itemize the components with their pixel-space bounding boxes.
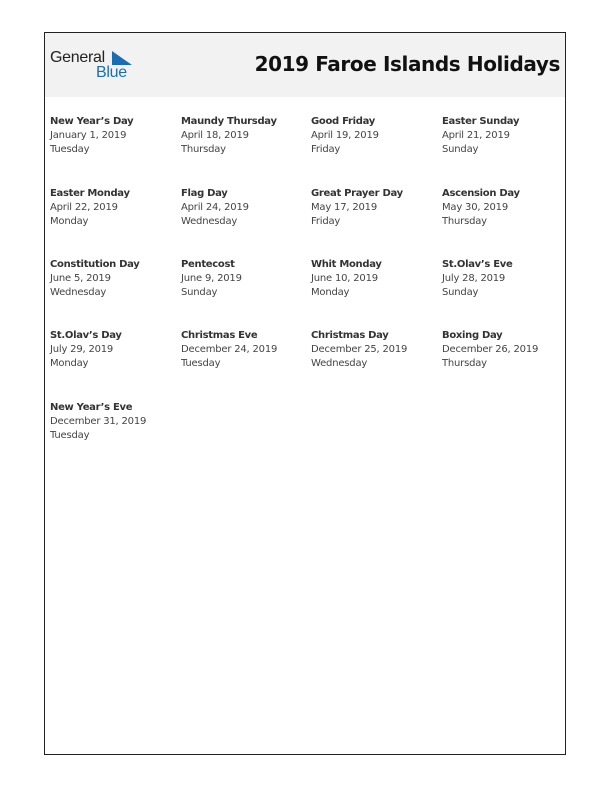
holiday-name: St.Olav’s Eve bbox=[442, 259, 513, 270]
generalblue-logo[interactable] bbox=[50, 49, 140, 83]
holiday-date: April 18, 2019 bbox=[181, 130, 249, 141]
holiday-item bbox=[442, 258, 570, 300]
holiday-item bbox=[50, 329, 178, 371]
holiday-date: June 5, 2019 bbox=[50, 273, 111, 284]
holiday-date: January 1, 2019 bbox=[50, 130, 127, 141]
holiday-name: Constitution Day bbox=[50, 259, 140, 270]
holiday-weekday: Tuesday bbox=[50, 144, 90, 155]
holiday-date: April 24, 2019 bbox=[181, 202, 249, 213]
holiday-item bbox=[181, 329, 309, 371]
document-title: 2019 Faroe Islands Holidays bbox=[254, 52, 560, 76]
holiday-weekday: Monday bbox=[50, 358, 89, 369]
holiday-weekday: Sunday bbox=[442, 144, 479, 155]
holiday-weekday: Wednesday bbox=[50, 287, 107, 298]
holiday-weekday: Friday bbox=[311, 216, 341, 227]
holiday-weekday: Wednesday bbox=[311, 358, 368, 369]
holiday-name: Great Prayer Day bbox=[311, 188, 403, 199]
holiday-item bbox=[311, 115, 439, 157]
holiday-date: December 31, 2019 bbox=[50, 416, 147, 427]
holiday-weekday: Sunday bbox=[442, 287, 479, 298]
holiday-weekday: Thursday bbox=[442, 358, 487, 369]
holiday-date: April 22, 2019 bbox=[50, 202, 118, 213]
holiday-weekday: Sunday bbox=[181, 287, 218, 298]
holiday-item bbox=[50, 115, 178, 157]
holiday-item bbox=[311, 329, 439, 371]
holiday-item bbox=[442, 329, 570, 371]
holiday-item bbox=[311, 258, 439, 300]
holiday-item bbox=[181, 115, 309, 157]
holiday-date: May 30, 2019 bbox=[442, 202, 508, 213]
holiday-weekday: Tuesday bbox=[50, 430, 90, 441]
holiday-date: April 21, 2019 bbox=[442, 130, 510, 141]
holiday-date: May 17, 2019 bbox=[311, 202, 377, 213]
holiday-name: Easter Sunday bbox=[442, 116, 520, 127]
holiday-name: New Year’s Eve bbox=[50, 402, 133, 413]
holiday-date: June 10, 2019 bbox=[311, 273, 378, 284]
holiday-name: St.Olav’s Day bbox=[50, 330, 122, 341]
holiday-weekday: Monday bbox=[311, 287, 350, 298]
holiday-item bbox=[442, 187, 570, 229]
holiday-weekday: Tuesday bbox=[181, 358, 221, 369]
holiday-date: December 24, 2019 bbox=[181, 344, 278, 355]
holiday-name: Whit Monday bbox=[311, 259, 382, 270]
holiday-name: Easter Monday bbox=[50, 188, 130, 199]
holiday-item bbox=[50, 187, 178, 229]
holiday-item bbox=[442, 115, 570, 157]
holiday-name: Maundy Thursday bbox=[181, 116, 277, 127]
holiday-name: Ascension Day bbox=[442, 188, 520, 199]
holiday-date: December 25, 2019 bbox=[311, 344, 408, 355]
holiday-date: July 28, 2019 bbox=[442, 273, 506, 284]
logo-text-blue: Blue bbox=[96, 64, 127, 81]
holiday-name: New Year’s Day bbox=[50, 116, 134, 127]
holiday-name: Christmas Day bbox=[311, 330, 389, 341]
holiday-date: June 9, 2019 bbox=[181, 273, 242, 284]
holiday-name: Good Friday bbox=[311, 116, 375, 127]
holiday-name: Christmas Eve bbox=[181, 330, 258, 341]
holiday-weekday: Monday bbox=[50, 216, 89, 227]
header-band bbox=[45, 33, 565, 97]
holiday-date: July 29, 2019 bbox=[50, 344, 114, 355]
holiday-weekday: Thursday bbox=[442, 216, 487, 227]
page-frame bbox=[44, 32, 566, 755]
holiday-name: Pentecost bbox=[181, 259, 235, 270]
holiday-item bbox=[181, 187, 309, 229]
holiday-name: Flag Day bbox=[181, 188, 228, 199]
holiday-item bbox=[311, 187, 439, 229]
holiday-weekday: Thursday bbox=[181, 144, 226, 155]
holiday-date: April 19, 2019 bbox=[311, 130, 379, 141]
holiday-date: December 26, 2019 bbox=[442, 344, 539, 355]
holiday-name: Boxing Day bbox=[442, 330, 503, 341]
logo-text-general: General bbox=[50, 49, 105, 66]
holiday-item bbox=[50, 401, 178, 443]
holiday-item bbox=[181, 258, 309, 300]
holiday-weekday: Wednesday bbox=[181, 216, 238, 227]
holiday-item bbox=[50, 258, 178, 300]
holiday-weekday: Friday bbox=[311, 144, 341, 155]
